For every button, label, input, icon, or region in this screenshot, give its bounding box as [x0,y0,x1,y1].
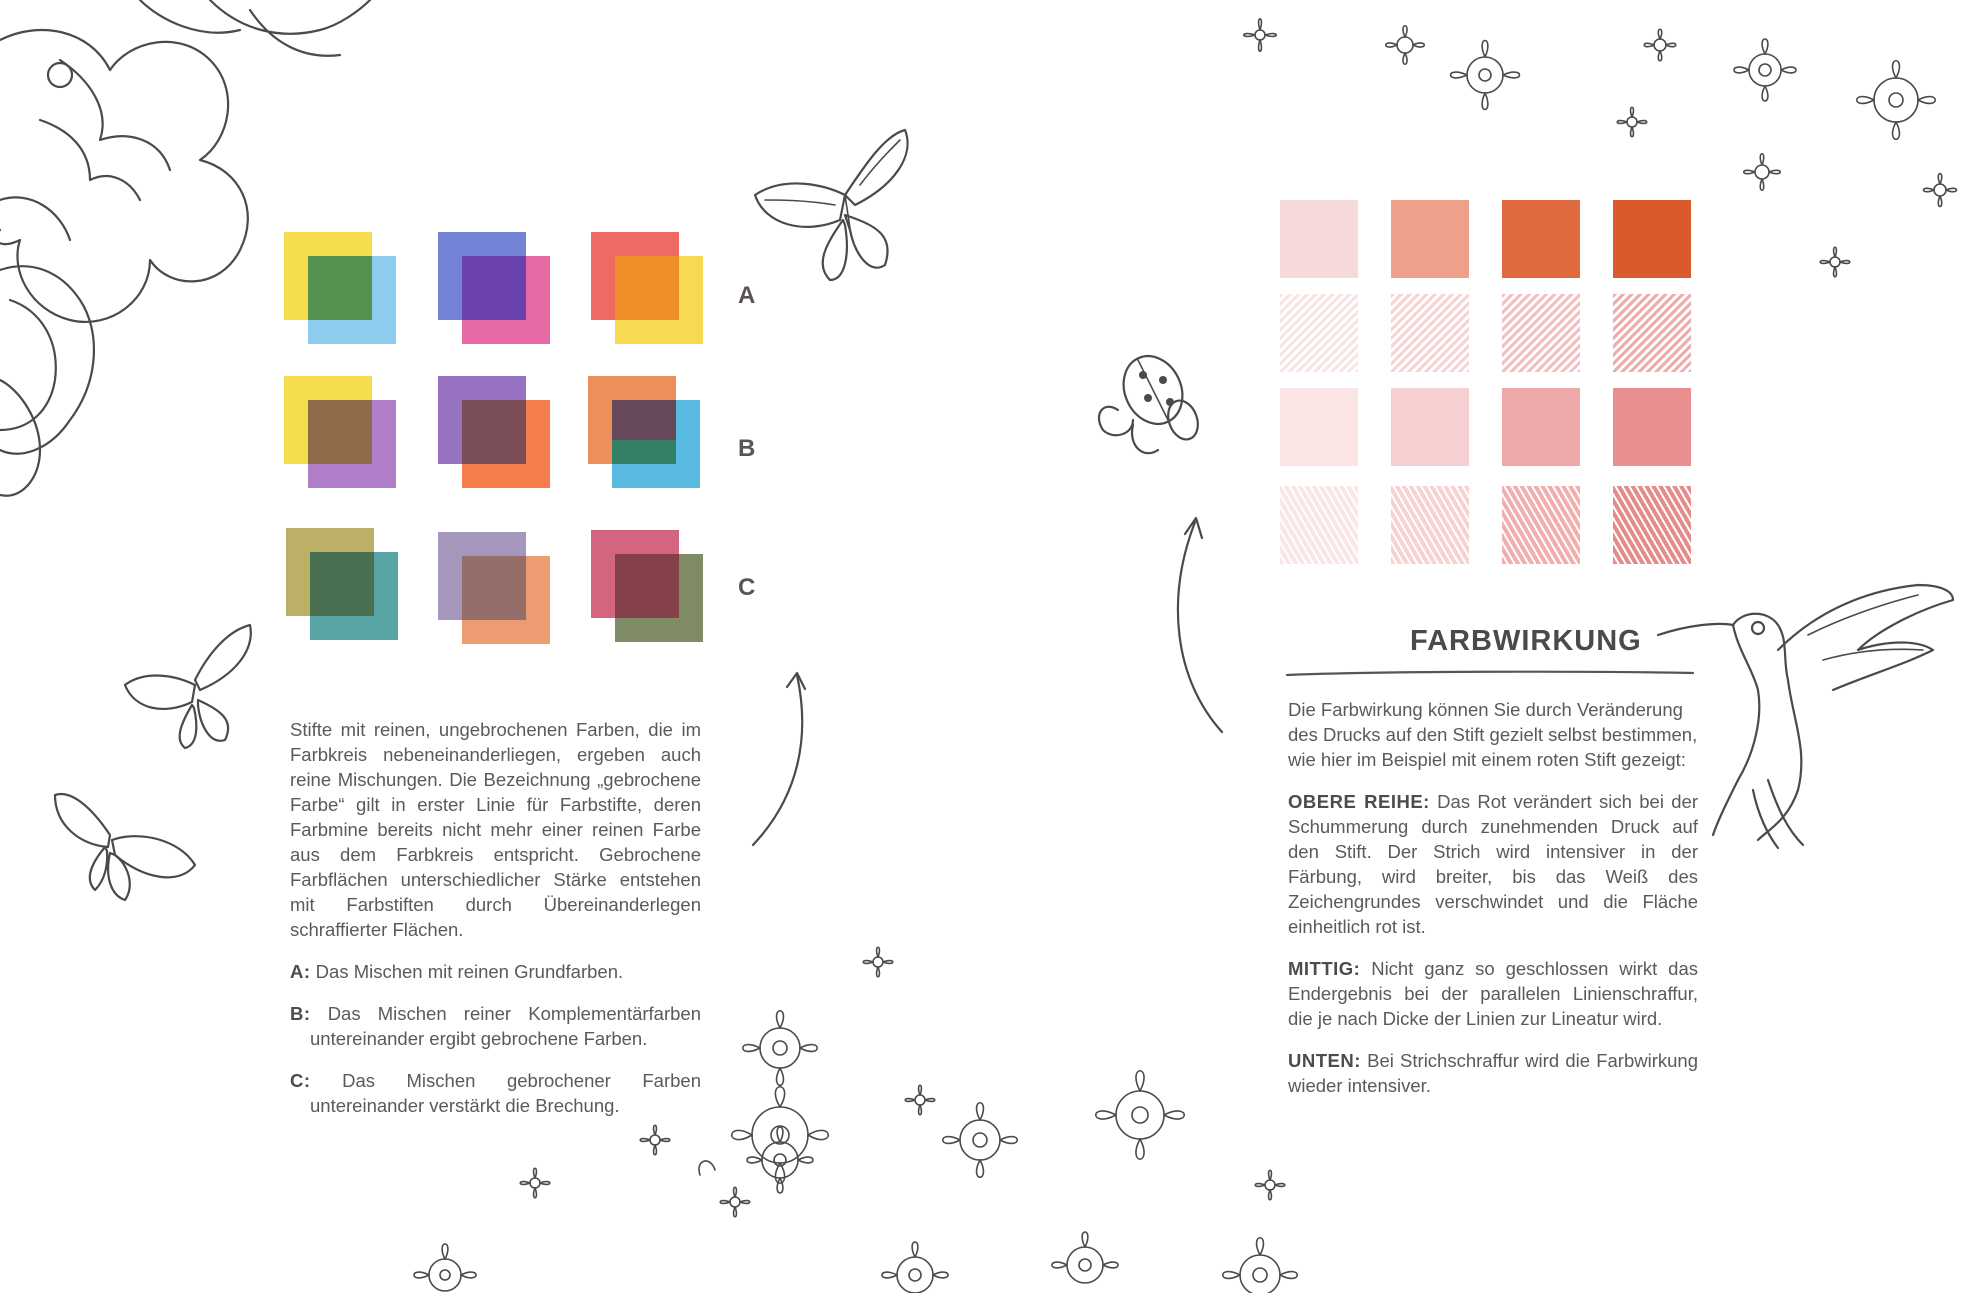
pressure-swatch [1391,388,1469,466]
pressure-swatch [1391,294,1469,372]
right-item-bottom [1288,1048,1698,1098]
item-lead: C: [290,1070,311,1091]
item-text: Das Mischen gebrochener Farben untereinander verstärkt die Brechung. [310,1070,701,1116]
left-intro-paragraph: Stifte mit reinen, ungebrochenen Farben, die im Farbkreis nebeneinanderliegen, ergeben auch reine Mischungen. Die Bezeichnung „gebrochene Farbe“ gilt in erster Linie für Farbstifte, deren Farbmine bereits nicht mehr einer reinen Farbe aus dem Farbkreis entspricht. Gebrochene Farbflächen unterschiedlicher Stärke entstehen mit Farbstiften durch Übereinanderlegen schraffierter Flächen. [290,719,701,940]
swatch-b3 [588,376,708,496]
right-item-middle [1288,956,1698,1031]
pressure-swatch [1613,200,1691,278]
pressure-swatch [1502,200,1580,278]
swatch-a3 [591,232,711,352]
butterfly-small-illustration [120,620,260,750]
butterfly-small-illustration [50,785,200,905]
left-item-c [290,1068,701,1118]
pressure-swatch [1502,486,1580,564]
item-lead: A: [290,961,311,982]
pressure-swatch [1613,294,1691,372]
right-text-block [1288,697,1698,1115]
butterfly-illustration [745,125,915,285]
pressure-swatch [1280,200,1358,278]
swatch-c2 [438,532,558,652]
pressure-swatch [1280,294,1358,372]
right-item-top [1288,789,1698,939]
curved-arrow-illustration [1160,510,1230,740]
item-lead: MITTIG: [1288,958,1361,979]
swatch-c1 [286,528,406,648]
left-item-b [290,1001,701,1051]
item-text: Das Mischen mit reinen Grundfarben. [315,961,624,982]
left-item-a [290,959,701,984]
title-underline [1285,668,1695,680]
row-label-b: B [738,435,756,462]
row-label-c: C [738,574,756,601]
pressure-swatch [1280,486,1358,564]
item-text: Das Rot verändert sich bei der Schummerung durch zunehmenden Druck auf den Stift. Der Strich wird intensiver in der Färbung, wird breiter, bis das Weiß des Zeichengrundes verschwindet und die Fläche einheitlich rot ist. [1288,791,1698,937]
pressure-swatch [1391,486,1469,564]
swatch-a1 [284,232,404,352]
item-lead: OBERE REIHE: [1288,791,1430,812]
pressure-swatch [1502,388,1580,466]
section-title: FARBWIRKUNG [1410,625,1642,657]
swatch-b1 [284,376,404,496]
swatch-a2 [438,232,558,352]
ladybug-illustration [1088,340,1208,465]
right-intro-paragraph: Die Farbwirkung können Sie durch Veränderung des Drucks auf den Stift gezielt selbst bestimmen, wie hier im Beispiel mit einem roten Stift gezeigt: [1288,699,1698,770]
pressure-swatch [1502,294,1580,372]
item-lead: UNTEN: [1288,1050,1361,1071]
pressure-swatch [1613,388,1691,466]
item-text: Bei Strichschraffur wird die Farbwirkung wieder intensiver. [1288,1050,1698,1096]
swatch-b2 [438,376,558,496]
item-text: Nicht ganz so geschlossen wirkt das Endergebnis bei der parallelen Linienschraffur, die je nach Dicke der Linien zur Lineatur wird. [1288,958,1698,1029]
swatch-c3 [591,530,711,650]
pressure-swatch [1613,486,1691,564]
hummingbird-illustration [1658,580,1958,850]
left-text-block [290,717,701,1135]
pressure-swatch [1280,388,1358,466]
item-lead: B: [290,1003,311,1024]
pressure-swatch [1391,200,1469,278]
curved-arrow-illustration [745,665,815,855]
item-text: Das Mischen reiner Komplementärfarben untereinander ergibt gebrochene Farben. [310,1003,701,1049]
row-label-a: A [738,282,756,309]
